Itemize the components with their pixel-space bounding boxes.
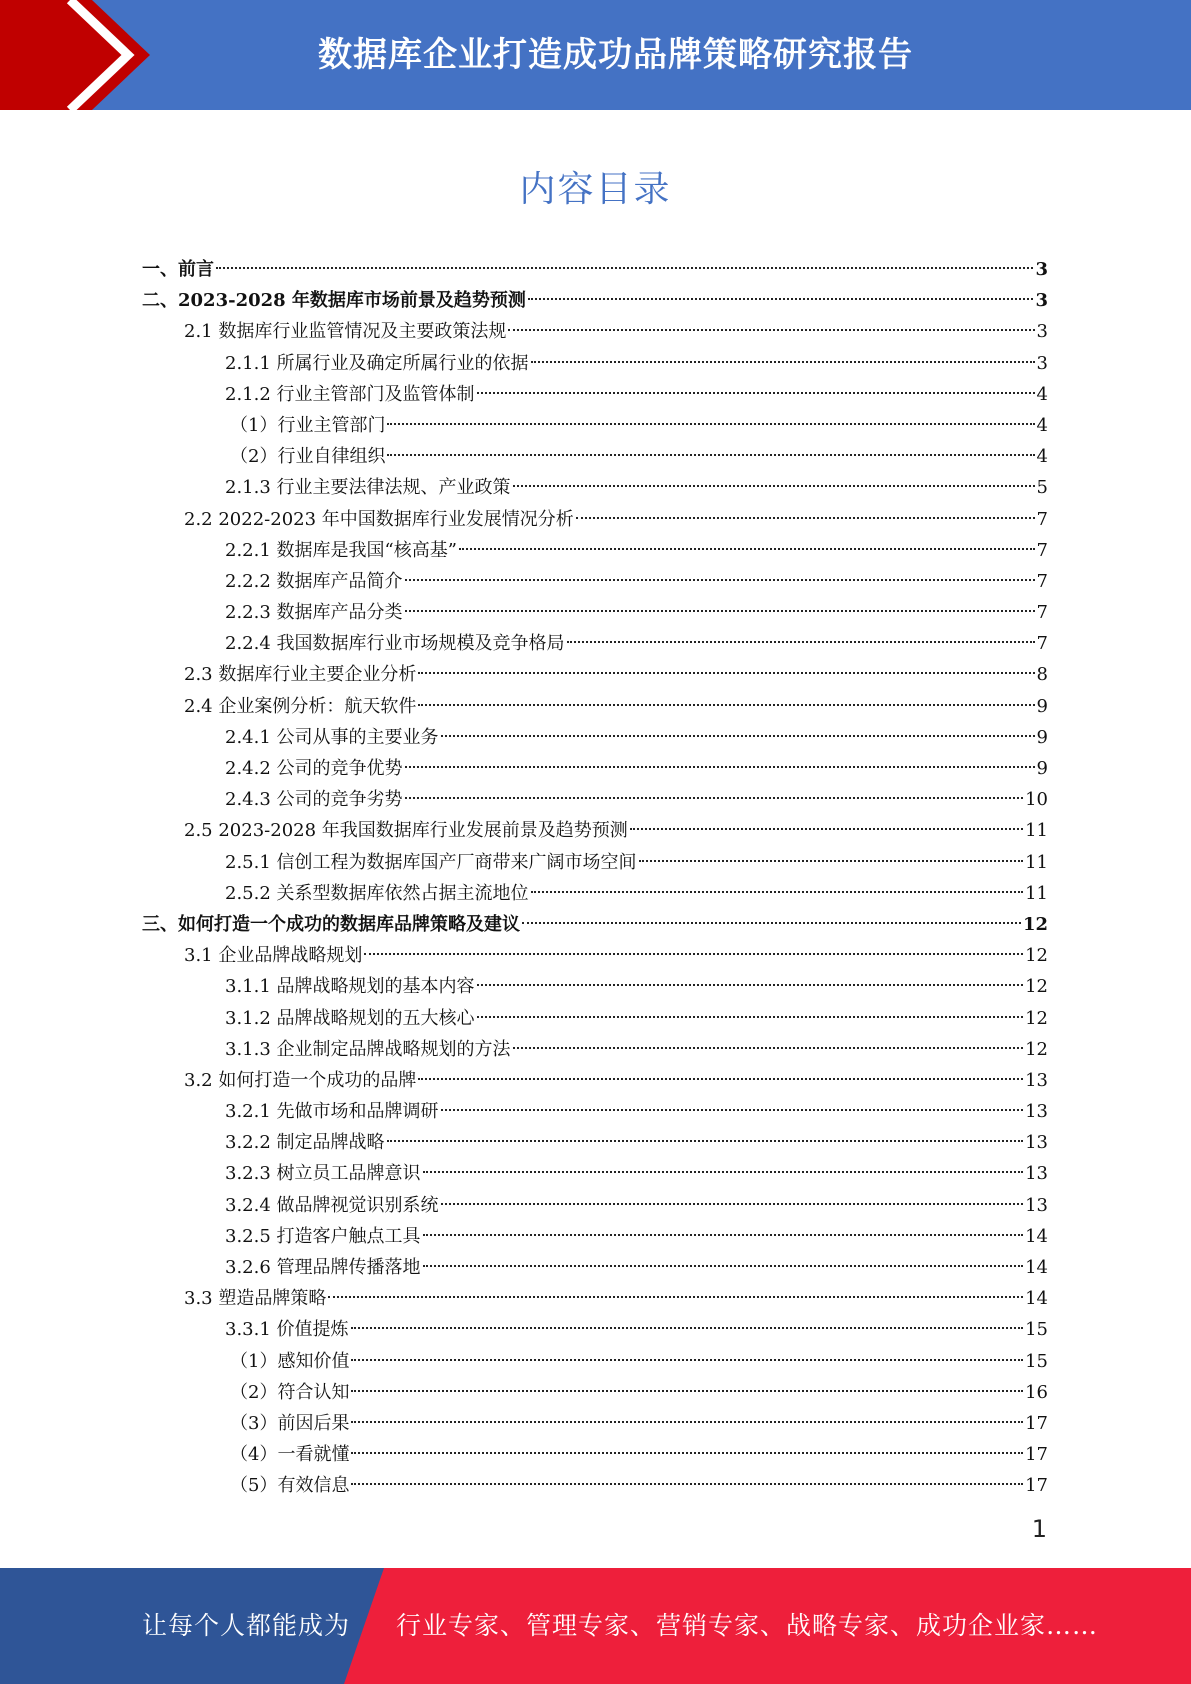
toc-entry-page: 12: [1025, 1038, 1048, 1060]
toc-dot-leader: [576, 517, 1035, 519]
toc-entry-label: 三、如何打造一个成功的数据库品牌策略及建议: [142, 913, 520, 935]
toc-entry-page: 10: [1025, 789, 1048, 811]
toc-dot-leader: [513, 1047, 1024, 1049]
toc-entry[interactable]: [142, 753, 1048, 784]
toc-entry-page: 5: [1036, 477, 1048, 499]
toc-dot-leader: [639, 860, 1024, 862]
toc-entry-label: 3.2.6 管理品牌传播落地: [225, 1257, 421, 1278]
toc-dot-leader: [418, 704, 1034, 706]
toc-entry[interactable]: [142, 535, 1048, 566]
toc-entry-label: 2.1 数据库行业监管情况及主要政策法规: [184, 321, 507, 343]
toc-entry[interactable]: [142, 691, 1048, 722]
toc-dot-leader: [405, 797, 1024, 799]
toc-entry-label: 2.4.1 公司从事的主要业务: [225, 726, 439, 748]
toc-entry[interactable]: [142, 1346, 1048, 1377]
toc-entry-label: （3）前因后果: [230, 1412, 350, 1434]
toc-dot-leader: [522, 922, 1021, 924]
toc-entry[interactable]: [142, 659, 1048, 690]
toc-dot-leader: [418, 672, 1034, 674]
toc-entry-page: 17: [1025, 1444, 1048, 1466]
toc-entry[interactable]: [142, 410, 1048, 441]
toc-entry-label: 3.3.1 价值提炼: [225, 1319, 349, 1341]
toc-dot-leader: [364, 953, 1023, 955]
toc-entry-page: 7: [1036, 602, 1048, 624]
toc-dot-leader: [441, 735, 1035, 737]
toc-entry[interactable]: [142, 1439, 1048, 1470]
toc-entry-page: 12: [1025, 976, 1048, 998]
toc-entry-label: 一、前言: [142, 259, 214, 280]
toc-entry-page: 16: [1025, 1381, 1048, 1403]
toc-entry-label: 2.2.1 数据库是我国“核高基”: [225, 539, 457, 561]
toc-entry[interactable]: [142, 1314, 1048, 1345]
toc-entry-page: 13: [1025, 1163, 1048, 1185]
toc-entry-page: 13: [1025, 1101, 1048, 1123]
toc-entry-label: （5）有效信息: [230, 1475, 350, 1497]
toc-dot-leader: [351, 1390, 1023, 1392]
toc-entry-label: 2.2.3 数据库产品分类: [225, 602, 403, 624]
toc-entry-page: 13: [1025, 1069, 1048, 1091]
toc-entry-label: （1）感知价值: [230, 1350, 350, 1372]
toc-entry-page: 17: [1025, 1412, 1048, 1434]
toc-entry-label: 2.5.1 信创工程为数据库国产厂商带来广阔市场空间: [225, 851, 637, 873]
toc-entry[interactable]: [142, 909, 1048, 940]
toc-entry-label: 2.1.1 所属行业及确定所属行业的依据: [225, 352, 529, 374]
toc-entry-page: 7: [1036, 508, 1048, 530]
toc-entry-page: 11: [1025, 882, 1048, 904]
toc-dot-leader: [508, 329, 1034, 331]
toc-dot-leader: [351, 1421, 1023, 1423]
toc-entry-label: （2）符合认知: [230, 1381, 350, 1403]
toc-dot-leader: [387, 454, 1034, 456]
footer-slogan-right: 行业专家、管理专家、营销专家、战略专家、成功企业家……: [396, 1611, 1099, 1640]
toc-entry-page: 12: [1022, 913, 1048, 935]
toc-entry[interactable]: [142, 1158, 1048, 1189]
toc-entry[interactable]: [142, 1283, 1048, 1314]
toc-dot-leader: [423, 1265, 1024, 1267]
toc-dot-leader: [477, 984, 1024, 986]
toc-dot-leader: [351, 1327, 1024, 1329]
toc-entry[interactable]: [142, 878, 1048, 909]
toc-entry[interactable]: [142, 1221, 1048, 1252]
toc-entry[interactable]: [142, 815, 1048, 846]
toc-dot-leader: [418, 1078, 1023, 1080]
toc-entry-label: （1）行业主管部门: [230, 414, 386, 436]
toc-entry-page: 8: [1036, 664, 1048, 686]
toc-entry-page: 4: [1036, 383, 1048, 405]
toc-entry-label: 3.1.3 企业制定品牌战略规划的方法: [225, 1038, 511, 1060]
toc-dot-leader: [387, 423, 1034, 425]
toc-entry-label: 2.1.3 行业主要法律法规、产业政策: [225, 477, 511, 499]
toc-entry-label: 2.2 2022-2023 年中国数据库行业发展情况分析: [184, 508, 574, 530]
toc-entry[interactable]: [142, 1127, 1048, 1158]
toc-entry-page: 4: [1036, 446, 1048, 468]
toc-dot-leader: [387, 1140, 1024, 1142]
toc-entry[interactable]: [142, 1252, 1048, 1283]
toc-entry-label: 3.2.1 先做市场和品牌调研: [225, 1101, 439, 1123]
toc-entry[interactable]: [142, 597, 1048, 628]
toc-entry-page: 13: [1025, 1132, 1048, 1154]
toc-entry-label: （2）行业自律组织: [230, 446, 386, 468]
toc-entry[interactable]: [142, 379, 1048, 410]
toc-entry[interactable]: [142, 504, 1048, 535]
toc-entry[interactable]: [142, 1470, 1048, 1501]
toc-entry-page: 17: [1025, 1475, 1048, 1497]
toc-entry-page: 7: [1036, 539, 1048, 561]
toc-entry-label: 3.2 如何打造一个成功的品牌: [184, 1069, 417, 1091]
toc-entry-label: 2.2.4 我国数据库行业市场规模及竞争格局: [225, 633, 565, 655]
toc-dot-leader: [441, 1109, 1024, 1111]
toc-dot-leader: [528, 298, 1034, 300]
toc-entry[interactable]: [142, 316, 1048, 347]
toc-entry[interactable]: [142, 940, 1048, 971]
toc-entry[interactable]: [142, 1003, 1048, 1034]
toc-entry-page: 14: [1025, 1257, 1048, 1278]
toc-entry[interactable]: [142, 722, 1048, 753]
toc-entry[interactable]: [142, 254, 1048, 285]
toc-entry-page: 7: [1036, 633, 1048, 655]
toc-entry-label: 3.1.1 品牌战略规划的基本内容: [225, 976, 475, 998]
toc-entry-page: 12: [1025, 945, 1048, 967]
toc-dot-leader: [328, 1296, 1023, 1298]
toc-entry-page: 11: [1025, 820, 1048, 842]
report-title: 数据库企业打造成功品牌策略研究报告: [318, 35, 913, 75]
footer-slogan-left: 让每个人都能成为: [142, 1611, 351, 1640]
toc-entry-page: 12: [1025, 1007, 1048, 1029]
toc-entry-page: 14: [1025, 1225, 1048, 1247]
toc-dot-leader: [423, 1171, 1024, 1173]
toc-dot-leader: [405, 766, 1035, 768]
toc-entry-label: 2.5.2 关系型数据库依然占据主流地位: [225, 882, 529, 904]
header-banner: [0, 0, 1191, 110]
toc-entry[interactable]: [142, 1408, 1048, 1439]
toc-entry[interactable]: [142, 1096, 1048, 1127]
toc-dot-leader: [423, 1234, 1024, 1236]
toc-dot-leader: [216, 267, 1033, 269]
toc-entry[interactable]: [142, 285, 1048, 316]
page-number: 1: [1031, 1515, 1047, 1543]
toc-entry[interactable]: [142, 1034, 1048, 1065]
toc-entry-label: 3.2.4 做品牌视觉识别系统: [225, 1194, 439, 1216]
toc-entry-label: 3.1 企业品牌战略规划: [184, 945, 363, 967]
toc-entry-label: 2.4.2 公司的竞争优势: [225, 758, 403, 779]
toc-entry[interactable]: [142, 971, 1048, 1002]
toc-entry[interactable]: [142, 847, 1048, 878]
toc-dot-leader: [477, 1016, 1024, 1018]
toc-entry-label: 3.3 塑造品牌策略: [184, 1288, 327, 1310]
toc-entry-label: 3.2.2 制定品牌战略: [225, 1132, 385, 1154]
toc-dot-leader: [351, 1483, 1023, 1485]
toc-dot-leader: [459, 548, 1035, 550]
toc-entry-page: 4: [1036, 414, 1048, 436]
toc-entry[interactable]: [142, 472, 1048, 503]
toc-entry-page: 7: [1036, 570, 1048, 592]
toc-entry-label: （4）一看就懂: [230, 1444, 350, 1466]
toc-heading: 内容目录: [519, 169, 672, 210]
toc-entry-label: 3.2.3 树立员工品牌意识: [225, 1163, 421, 1185]
toc-dot-leader: [441, 1203, 1024, 1205]
toc-entry-page: 15: [1025, 1319, 1048, 1341]
toc-entry-page: 13: [1025, 1194, 1048, 1216]
chevron-arrow-icon: [0, 0, 160, 110]
toc-entry-label: 2.5 2023-2028 年我国数据库行业发展前景及趋势预测: [184, 820, 628, 842]
toc-dot-leader: [567, 641, 1035, 643]
toc-dot-leader: [405, 579, 1035, 581]
toc-entry[interactable]: [142, 441, 1048, 472]
toc-dot-leader: [531, 891, 1024, 893]
toc-entry[interactable]: [142, 1190, 1048, 1221]
table-of-contents: [142, 254, 1048, 1502]
toc-entry-label: 2.3 数据库行业主要企业分析: [184, 664, 417, 686]
toc-dot-leader: [477, 392, 1035, 394]
toc-entry[interactable]: [142, 1377, 1048, 1408]
toc-entry[interactable]: [142, 1065, 1048, 1096]
toc-entry-page: 3: [1036, 352, 1048, 374]
toc-dot-leader: [351, 1359, 1023, 1361]
toc-dot-leader: [630, 828, 1023, 830]
toc-entry[interactable]: [142, 628, 1048, 659]
toc-entry-page: 9: [1036, 726, 1048, 748]
toc-entry-page: 9: [1036, 695, 1048, 717]
toc-entry[interactable]: [142, 566, 1048, 597]
toc-dot-leader: [513, 485, 1035, 487]
toc-dot-leader: [405, 610, 1035, 612]
toc-entry-page: 3: [1036, 321, 1048, 343]
toc-dot-leader: [531, 361, 1035, 363]
footer-banner: [0, 1568, 1191, 1684]
toc-entry-page: 3: [1035, 290, 1048, 312]
toc-entry[interactable]: [142, 784, 1048, 815]
toc-entry-page: 9: [1036, 758, 1048, 779]
toc-entry-page: 14: [1025, 1288, 1048, 1310]
toc-entry-page: 11: [1025, 851, 1048, 873]
toc-entry-label: 3.2.5 打造客户触点工具: [225, 1225, 421, 1247]
toc-entry-page: 3: [1035, 259, 1048, 280]
toc-entry-label: 2.4 企业案例分析：航天软件: [184, 695, 417, 717]
toc-entry-label: 2.4.3 公司的竞争劣势: [225, 789, 403, 811]
toc-entry-page: 15: [1025, 1350, 1048, 1372]
toc-entry[interactable]: [142, 348, 1048, 379]
toc-entry-label: 二、2023-2028 年数据库市场前景及趋势预测: [142, 290, 526, 312]
toc-entry-label: 2.2.2 数据库产品简介: [225, 570, 403, 592]
toc-entry-label: 2.1.2 行业主管部门及监管体制: [225, 383, 475, 405]
toc-dot-leader: [351, 1452, 1023, 1454]
toc-entry-label: 3.1.2 品牌战略规划的五大核心: [225, 1007, 475, 1029]
